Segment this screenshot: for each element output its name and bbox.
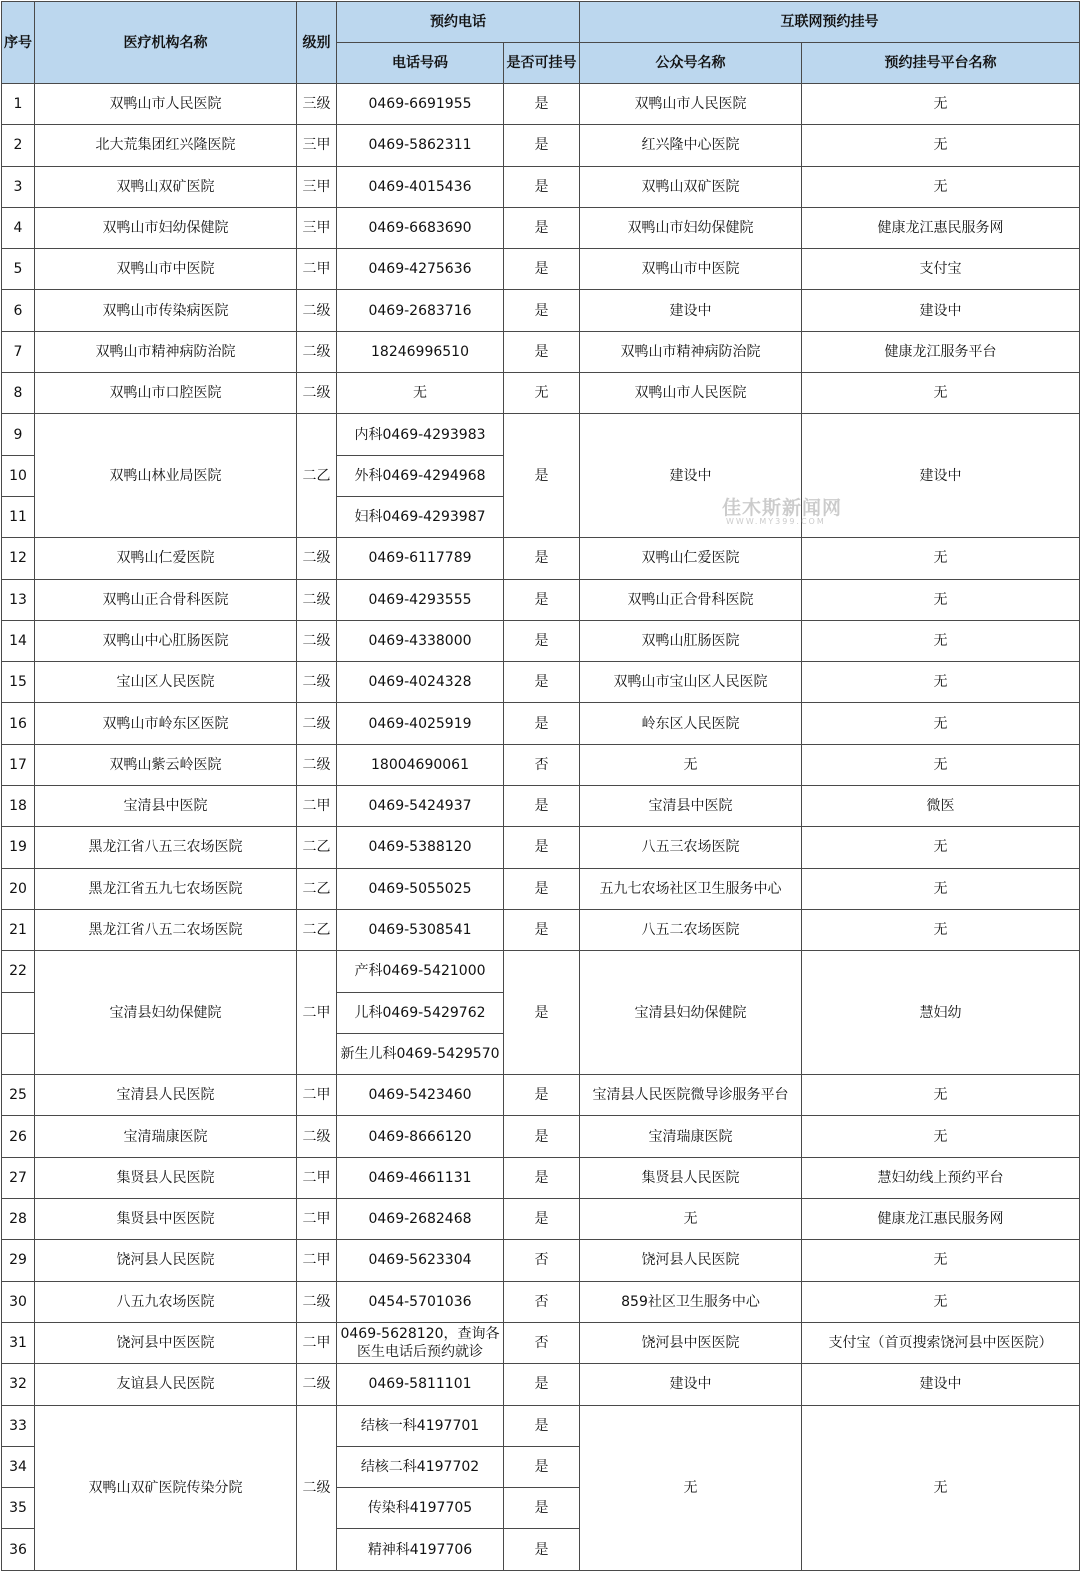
platform-name: 支付宝: [802, 249, 1080, 290]
can-register: 是: [504, 1405, 580, 1446]
table-row: [2, 1240, 1080, 1281]
wechat-name: 八五二农场医院: [580, 909, 802, 950]
can-register: 是: [504, 84, 580, 125]
phone-number: 妇科0469-4293987: [337, 496, 504, 537]
row-seq: 14: [2, 620, 35, 661]
row-seq: 27: [2, 1157, 35, 1198]
hospital-name: 集贤县人民医院: [35, 1157, 297, 1198]
phone-number: 0469-8666120: [337, 1116, 504, 1157]
table-row: [2, 579, 1080, 620]
platform-name: 健康龙江惠民服务网: [802, 1199, 1080, 1240]
can-register: 是: [504, 1075, 580, 1116]
phone-number: 0469-4025919: [337, 703, 504, 744]
hospital-name: 友谊县人民医院: [35, 1364, 297, 1405]
table-row: [2, 1199, 1080, 1240]
can-register: 是: [504, 951, 580, 1075]
wechat-name: 双鸭山双矿医院: [580, 166, 802, 207]
wechat-name: 宝清县人民医院微导诊服务平台: [580, 1075, 802, 1116]
hospital-table: [1, 1, 1080, 1571]
wechat-name: 集贤县人民医院: [580, 1157, 802, 1198]
hospital-name: 双鸭山双矿医院: [35, 166, 297, 207]
hospital-name: 双鸭山中心肛肠医院: [35, 620, 297, 661]
header-can-register: 是否可挂号: [504, 43, 580, 84]
page: [0, 1, 1080, 1572]
table-header: [2, 2, 1080, 84]
wechat-name: 无: [580, 1405, 802, 1570]
can-register: 是: [504, 414, 580, 538]
phone-number: 0469-5055025: [337, 868, 504, 909]
can-register: 是: [504, 1488, 580, 1529]
platform-name: 无: [802, 125, 1080, 166]
row-seq: 30: [2, 1281, 35, 1322]
row-seq: [2, 1033, 35, 1074]
header-level: 级别: [297, 2, 337, 84]
hospital-name: 宝清县中医院: [35, 786, 297, 827]
hospital-level: 三级: [297, 84, 337, 125]
hospital-name: 宝清县妇幼保健院: [35, 951, 297, 1075]
row-seq: 28: [2, 1199, 35, 1240]
hospital-name: 宝山区人民医院: [35, 662, 297, 703]
phone-number: 0469-2682468: [337, 1199, 504, 1240]
hospital-level: 二甲: [297, 1322, 337, 1363]
can-register: 是: [504, 1529, 580, 1570]
header-phone-number: 电话号码: [337, 43, 504, 84]
row-seq: 3: [2, 166, 35, 207]
row-seq: 2: [2, 125, 35, 166]
platform-name: 健康龙江惠民服务网: [802, 207, 1080, 248]
platform-name: 无: [802, 1075, 1080, 1116]
phone-number: 0469-4661131: [337, 1157, 504, 1198]
phone-number: 18004690061: [337, 744, 504, 785]
row-seq: 25: [2, 1075, 35, 1116]
platform-name: 无: [802, 1405, 1080, 1570]
hospital-level: 二乙: [297, 827, 337, 868]
phone-number: 0469-5308541: [337, 909, 504, 950]
hospital-level: 二级: [297, 1116, 337, 1157]
table-row: [2, 207, 1080, 248]
hospital-name: 双鸭山市岭东区医院: [35, 703, 297, 744]
platform-name: 慧妇幼线上预约平台: [802, 1157, 1080, 1198]
can-register: 无: [504, 373, 580, 414]
hospital-name: 双鸭山紫云岭医院: [35, 744, 297, 785]
phone-number: 0469-4015436: [337, 166, 504, 207]
hospital-level: 二甲: [297, 1075, 337, 1116]
hospital-name: 双鸭山市妇幼保健院: [35, 207, 297, 248]
wechat-name: 五九七农场社区卫生服务中心: [580, 868, 802, 909]
row-seq: 36: [2, 1529, 35, 1570]
row-seq: 15: [2, 662, 35, 703]
can-register: 是: [504, 331, 580, 372]
wechat-name: 双鸭山市人民医院: [580, 373, 802, 414]
can-register: 是: [504, 166, 580, 207]
table-row: [2, 827, 1080, 868]
wechat-name: 宝清瑞康医院: [580, 1116, 802, 1157]
phone-number: 0469-4338000: [337, 620, 504, 661]
wechat-name: 饶河县中医医院: [580, 1322, 802, 1363]
hospital-level: 二级: [297, 620, 337, 661]
phone-number: 0469-5862311: [337, 125, 504, 166]
hospital-level: 二乙: [297, 414, 337, 538]
table-row: [2, 1405, 1080, 1446]
wechat-name: 双鸭山市中医院: [580, 249, 802, 290]
can-register: 是: [504, 662, 580, 703]
phone-number: 0469-5623304: [337, 1240, 504, 1281]
hospital-level: 二级: [297, 744, 337, 785]
hospital-name: 双鸭山市精神病防治院: [35, 331, 297, 372]
table-row: [2, 414, 1080, 455]
platform-name: 无: [802, 827, 1080, 868]
wechat-name: 无: [580, 1199, 802, 1240]
table-row: [2, 1075, 1080, 1116]
table-row: [2, 249, 1080, 290]
hospital-name: 双鸭山正合骨科医院: [35, 579, 297, 620]
row-seq: 32: [2, 1364, 35, 1405]
phone-number: 传染科4197705: [337, 1488, 504, 1529]
table-row: [2, 125, 1080, 166]
row-seq: 21: [2, 909, 35, 950]
can-register: 是: [504, 125, 580, 166]
phone-number: 0469-4293555: [337, 579, 504, 620]
phone-number: 0469-6683690: [337, 207, 504, 248]
phone-number: 儿科0469-5429762: [337, 992, 504, 1033]
hospital-level: 二乙: [297, 909, 337, 950]
table-row: [2, 538, 1080, 579]
hospital-name: 八五九农场医院: [35, 1281, 297, 1322]
row-seq: 7: [2, 331, 35, 372]
platform-name: 无: [802, 538, 1080, 579]
phone-number: 18246996510: [337, 331, 504, 372]
row-seq: 31: [2, 1322, 35, 1363]
table-row: [2, 1322, 1080, 1363]
header-name: 医疗机构名称: [35, 2, 297, 84]
hospital-level: 二甲: [297, 786, 337, 827]
hospital-name: 双鸭山市传染病医院: [35, 290, 297, 331]
row-seq: 4: [2, 207, 35, 248]
hospital-name: 双鸭山市人民医院: [35, 84, 297, 125]
header-internet-group: 互联网预约挂号: [580, 2, 1080, 43]
wechat-name: 宝清县妇幼保健院: [580, 951, 802, 1075]
platform-name: 无: [802, 84, 1080, 125]
platform-name: 微医: [802, 786, 1080, 827]
can-register: 是: [504, 290, 580, 331]
hospital-name: 宝清瑞康医院: [35, 1116, 297, 1157]
phone-number: 0469-4275636: [337, 249, 504, 290]
hospital-level: 二甲: [297, 1199, 337, 1240]
hospital-name: 双鸭山仁爱医院: [35, 538, 297, 579]
platform-name: 无: [802, 1281, 1080, 1322]
platform-name: 无: [802, 620, 1080, 661]
can-register: 是: [504, 1157, 580, 1198]
watermark: 佳木斯新闻网: [722, 497, 843, 519]
row-seq: 19: [2, 827, 35, 868]
hospital-level: 二级: [297, 662, 337, 703]
can-register: 是: [504, 1364, 580, 1405]
phone-number: 0469-5388120: [337, 827, 504, 868]
platform-name: 无: [802, 1116, 1080, 1157]
wechat-name: 建设中: [580, 1364, 802, 1405]
platform-name: 慧妇幼: [802, 951, 1080, 1075]
table-row: [2, 744, 1080, 785]
table-row: [2, 373, 1080, 414]
phone-number: 结核二科4197702: [337, 1446, 504, 1487]
phone-number: 无: [337, 373, 504, 414]
platform-name: 建设中: [802, 290, 1080, 331]
table-row: [2, 166, 1080, 207]
platform-name: 支付宝（首页搜索饶河县中医医院）: [802, 1322, 1080, 1363]
hospital-level: 二甲: [297, 1157, 337, 1198]
wechat-name: 双鸭山市精神病防治院: [580, 331, 802, 372]
platform-name: 无: [802, 166, 1080, 207]
hospital-level: 二级: [297, 290, 337, 331]
platform-name: 无: [802, 1240, 1080, 1281]
table-row: [2, 331, 1080, 372]
header-wechat: 公众号名称: [580, 43, 802, 84]
table-row: [2, 909, 1080, 950]
wechat-name: 双鸭山肛肠医院: [580, 620, 802, 661]
wechat-name: 双鸭山市妇幼保健院: [580, 207, 802, 248]
wechat-name: 859社区卫生服务中心: [580, 1281, 802, 1322]
hospital-level: 二甲: [297, 951, 337, 1075]
hospital-level: 二级: [297, 331, 337, 372]
hospital-name: 黑龙江省八五二农场医院: [35, 909, 297, 950]
hospital-level: 二级: [297, 1281, 337, 1322]
wechat-name: 建设中: [580, 290, 802, 331]
table-row: [2, 620, 1080, 661]
hospital-level: 二级: [297, 703, 337, 744]
row-seq: 33: [2, 1405, 35, 1446]
can-register: 否: [504, 1322, 580, 1363]
hospital-name: 黑龙江省五九七农场医院: [35, 868, 297, 909]
row-seq: 11: [2, 496, 35, 537]
table-row: [2, 84, 1080, 125]
hospital-name: 宝清县人民医院: [35, 1075, 297, 1116]
hospital-level: 三甲: [297, 125, 337, 166]
row-seq: 9: [2, 414, 35, 455]
phone-number: 0469-5423460: [337, 1075, 504, 1116]
hospital-level: 二甲: [297, 1240, 337, 1281]
header-seq: 序号: [2, 2, 35, 84]
wechat-name: 双鸭山正合骨科医院: [580, 579, 802, 620]
watermark-sub: WWW.MY399.COM: [726, 517, 826, 526]
platform-name: 无: [802, 373, 1080, 414]
hospital-level: 二级: [297, 538, 337, 579]
phone-number: 外科0469-4294968: [337, 455, 504, 496]
row-seq: 17: [2, 744, 35, 785]
hospital-name: 饶河县人民医院: [35, 1240, 297, 1281]
row-seq: 5: [2, 249, 35, 290]
phone-number: 内科0469-4293983: [337, 414, 504, 455]
table-row: [2, 703, 1080, 744]
hospital-name: 双鸭山双矿医院传染分院: [35, 1405, 297, 1570]
can-register: 是: [504, 1199, 580, 1240]
phone-number: 新生儿科0469-5429570: [337, 1033, 504, 1074]
row-seq: 10: [2, 455, 35, 496]
can-register: 是: [504, 620, 580, 661]
can-register: 是: [504, 909, 580, 950]
platform-name: 建设中: [802, 1364, 1080, 1405]
hospital-name: 集贤县中医医院: [35, 1199, 297, 1240]
table-row: [2, 1364, 1080, 1405]
hospital-name: 饶河县中医医院: [35, 1322, 297, 1363]
hospital-name: 双鸭山市中医院: [35, 249, 297, 290]
can-register: 是: [504, 538, 580, 579]
wechat-name: 饶河县人民医院: [580, 1240, 802, 1281]
wechat-name: 红兴隆中心医院: [580, 125, 802, 166]
can-register: 是: [504, 868, 580, 909]
row-seq: 8: [2, 373, 35, 414]
can-register: 是: [504, 786, 580, 827]
row-seq: 18: [2, 786, 35, 827]
hospital-level: 三甲: [297, 166, 337, 207]
hospital-level: 二级: [297, 1405, 337, 1570]
wechat-name: 双鸭山市人民医院: [580, 84, 802, 125]
hospital-name: 北大荒集团红兴隆医院: [35, 125, 297, 166]
wechat-name: 双鸭山仁爱医院: [580, 538, 802, 579]
can-register: 否: [504, 1240, 580, 1281]
wechat-name: 宝清县中医院: [580, 786, 802, 827]
platform-name: 健康龙江服务平台: [802, 331, 1080, 372]
can-register: 是: [504, 1446, 580, 1487]
platform-name: 无: [802, 744, 1080, 785]
phone-number: 0469-5628120，查询各医生电话后预约就诊: [337, 1322, 504, 1363]
can-register: 是: [504, 249, 580, 290]
table-row: [2, 1157, 1080, 1198]
table-row: [2, 290, 1080, 331]
row-seq: 13: [2, 579, 35, 620]
phone-number: 结核一科4197701: [337, 1405, 504, 1446]
row-seq: 35: [2, 1488, 35, 1529]
phone-number: 0469-6691955: [337, 84, 504, 125]
row-seq: 6: [2, 290, 35, 331]
phone-number: 产科0469-5421000: [337, 951, 504, 992]
platform-name: 无: [802, 703, 1080, 744]
can-register: 是: [504, 1116, 580, 1157]
can-register: 是: [504, 703, 580, 744]
row-seq: 12: [2, 538, 35, 579]
can-register: 否: [504, 1281, 580, 1322]
hospital-level: 二级: [297, 1364, 337, 1405]
platform-name: 无: [802, 909, 1080, 950]
can-register: 是: [504, 207, 580, 248]
hospital-name: 双鸭山市口腔医院: [35, 373, 297, 414]
platform-name: 无: [802, 868, 1080, 909]
hospital-level: 二乙: [297, 868, 337, 909]
phone-number: 精神科4197706: [337, 1529, 504, 1570]
can-register: 是: [504, 579, 580, 620]
table-row: [2, 951, 1080, 992]
hospital-level: 三甲: [297, 207, 337, 248]
hospital-name: 黑龙江省八五三农场医院: [35, 827, 297, 868]
table-row: [2, 1116, 1080, 1157]
phone-number: 0469-5424937: [337, 786, 504, 827]
row-seq: [2, 992, 35, 1033]
phone-number: 0454-5701036: [337, 1281, 504, 1322]
can-register: 是: [504, 827, 580, 868]
table-row: [2, 1281, 1080, 1322]
row-seq: 1: [2, 84, 35, 125]
table-row: [2, 662, 1080, 703]
can-register: 否: [504, 744, 580, 785]
platform-name: 建设中: [802, 414, 1080, 538]
phone-number: 0469-5811101: [337, 1364, 504, 1405]
hospital-level: 二级: [297, 373, 337, 414]
platform-name: 无: [802, 579, 1080, 620]
table-row: [2, 868, 1080, 909]
wechat-name: 八五三农场医院: [580, 827, 802, 868]
wechat-name: 无: [580, 744, 802, 785]
row-seq: 20: [2, 868, 35, 909]
header-phone-group: 预约电话: [337, 2, 580, 43]
row-seq: 29: [2, 1240, 35, 1281]
row-seq: 26: [2, 1116, 35, 1157]
table-body: [2, 84, 1080, 1571]
hospital-name: 双鸭山林业局医院: [35, 414, 297, 538]
table-row: [2, 786, 1080, 827]
wechat-name: 岭东区人民医院: [580, 703, 802, 744]
row-seq: 22: [2, 951, 35, 992]
row-seq: 34: [2, 1446, 35, 1487]
header-platform: 预约挂号平台名称: [802, 43, 1080, 84]
phone-number: 0469-4024328: [337, 662, 504, 703]
platform-name: 无: [802, 662, 1080, 703]
phone-number: 0469-2683716: [337, 290, 504, 331]
hospital-level: 二级: [297, 579, 337, 620]
phone-number: 0469-6117789: [337, 538, 504, 579]
wechat-name: 建设中: [580, 414, 802, 538]
row-seq: 16: [2, 703, 35, 744]
wechat-name: 双鸭山市宝山区人民医院: [580, 662, 802, 703]
hospital-level: 二甲: [297, 249, 337, 290]
